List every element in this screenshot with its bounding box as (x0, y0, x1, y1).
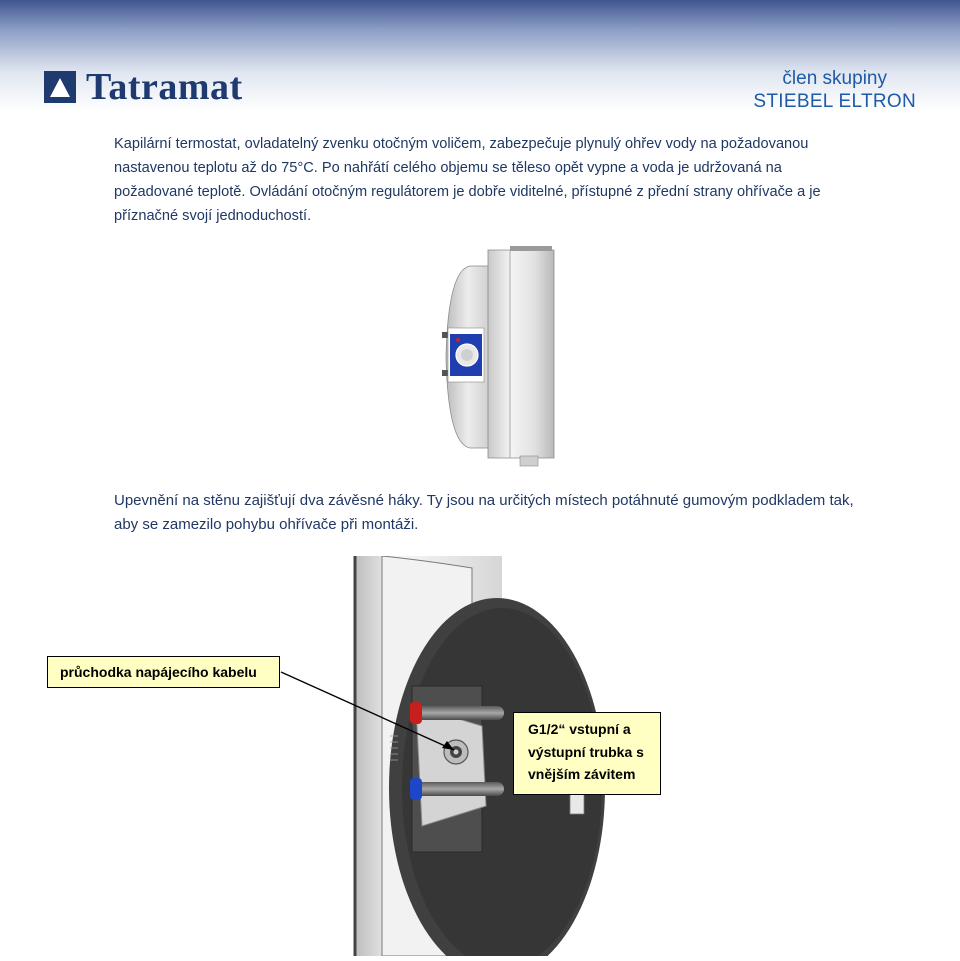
pipe-label-line-3: vnějším závitem (528, 766, 636, 782)
logo-name: Tatramat (86, 66, 243, 108)
mounting-description: Upevnění na stěnu zajišťují dva závěsné háky. Ty jsou na určitých místech potáhnuté gumovým podkladem tak, aby se zamezilo pohybu ohřívače při montáži. (114, 492, 854, 533)
cable-gland-label: průchodka napájecího kabelu (60, 664, 257, 680)
tatramat-logo (44, 68, 243, 106)
pipe-callout (513, 712, 661, 795)
thermostat-description: Kapilární termostat, ovladatelný zvenku otočným voličem, zabezpečuje plynulý ohřev vody na požadovanou nastavenou teplotu až do 75°C. Po nahřátí celého objemu se těleso opět vypne a voda je udržovaná na požadované teplotě. Ovládání otočným regulátorem je dobře viditelné, přístupné z přední strany ohřívače a je příznačné svojí jednoduchostí. (114, 136, 821, 224)
tatramat-logo-mark-icon (44, 71, 76, 103)
cable-gland-callout (47, 656, 280, 688)
heater-side-view-illustration (440, 246, 560, 468)
pipe-label-line-2: výstupní trubka s (528, 743, 644, 760)
pipe-label-line-1: G1/2“ vstupní a (528, 721, 631, 737)
group-line-2: STIEBEL ELTRON (753, 91, 916, 112)
group-affiliation (753, 68, 916, 114)
group-line-1: člen skupiny (782, 68, 887, 89)
